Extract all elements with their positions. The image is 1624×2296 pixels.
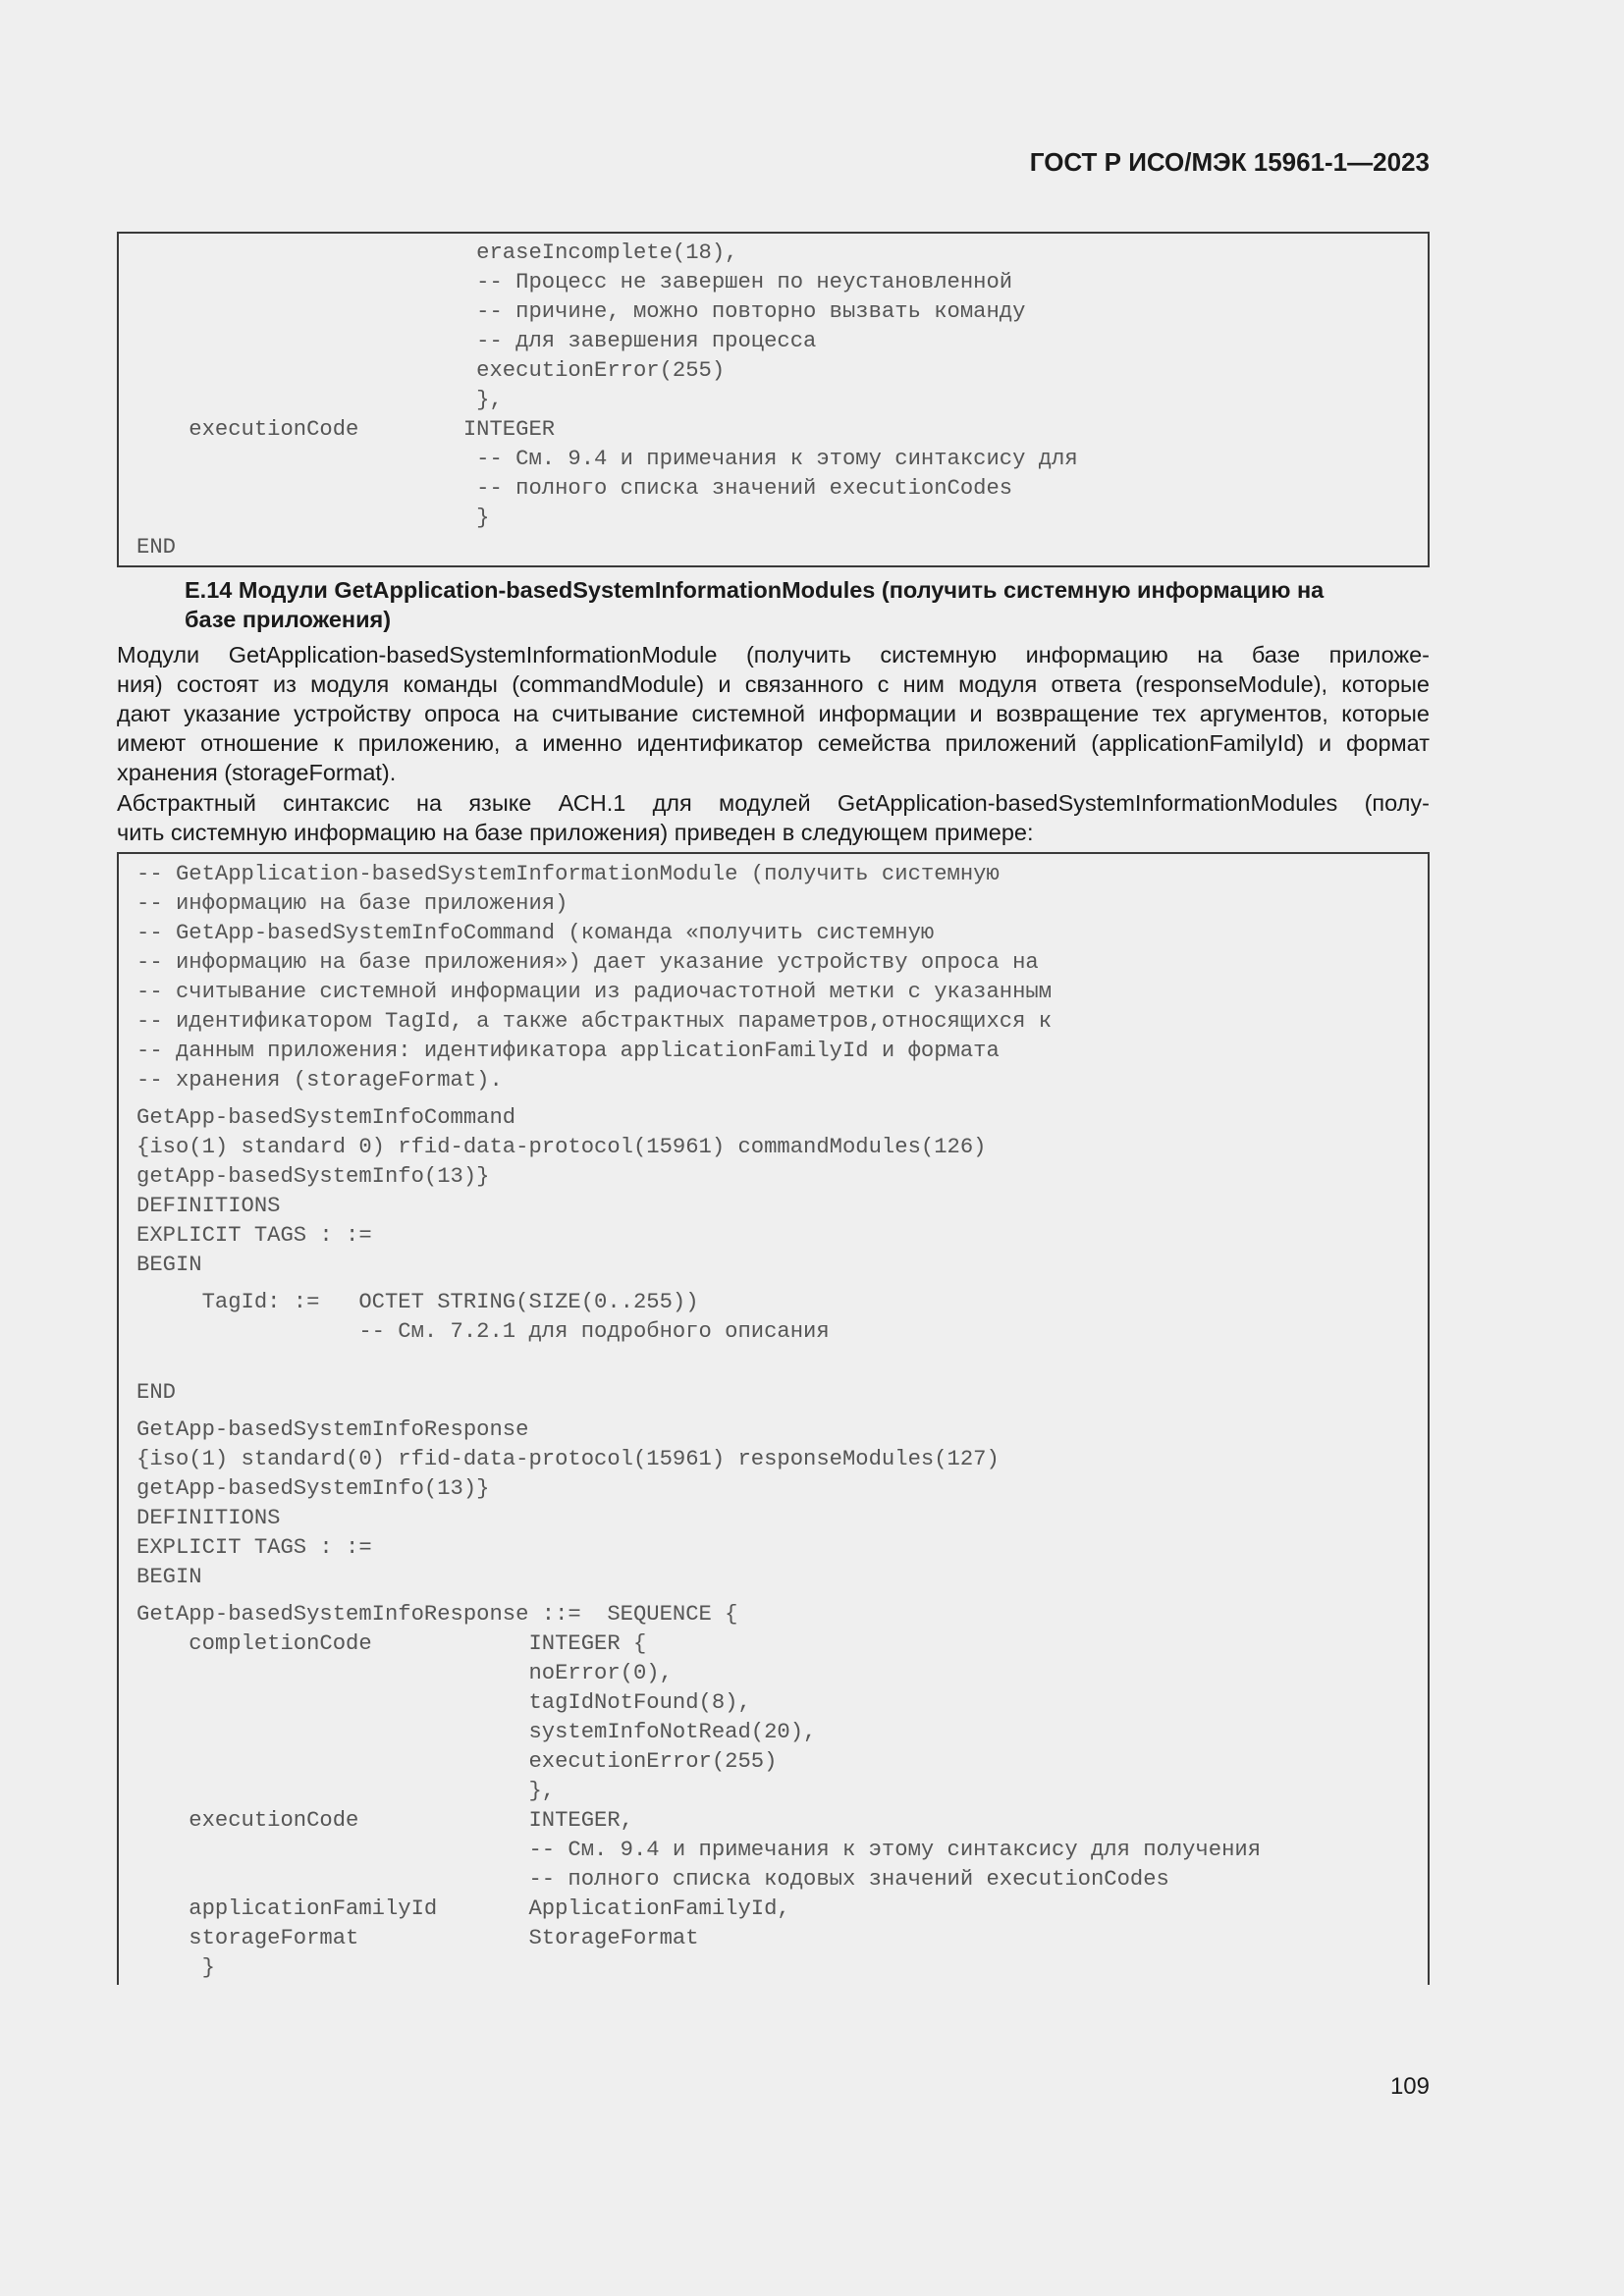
code-line: -- См. 9.4 и примечания к этому синтаксису для получения [136, 1838, 1262, 1862]
code-line: -- для завершения процесса [136, 329, 817, 353]
code-line: END [136, 1380, 176, 1405]
code-line: DEFINITIONS [136, 1506, 281, 1530]
code-line: applicationFamilyId ApplicationFamilyId, [136, 1896, 790, 1921]
code-comment-line: -- идентификатором TagId, а также абстрактных параметров,относящихся к [136, 1009, 1053, 1034]
code-line: BEGIN [136, 1253, 202, 1277]
code-line: DEFINITIONS [136, 1194, 281, 1218]
code-line: GetApp-basedSystemInfoResponse [136, 1417, 529, 1442]
code-line: storageFormat StorageFormat [136, 1926, 699, 1950]
code-line: -- Процесс не завершен по неустановленной [136, 270, 1013, 294]
code-comment-line: -- хранения (storageFormat). [136, 1068, 503, 1093]
code-line: -- полного списка значений executionCodes [136, 476, 1013, 501]
code-line: eraseIncomplete(18), [136, 240, 738, 265]
code-line: executionCode INTEGER, [136, 1808, 633, 1833]
code-line: -- См. 9.4 и примечания к этому синтаксису для [136, 447, 1078, 471]
page-number: 109 [1389, 2073, 1430, 2100]
code-line: GetApp-basedSystemInfoCommand [136, 1105, 516, 1130]
code-line: {iso(1) standard(0) rfid-data-protocol(15961) responseModules(127) [136, 1447, 1000, 1471]
paragraph-line: Абстрактный синтаксис на языке АСН.1 для модулей GetApplication-basedSystemInformationModules (полу- [117, 790, 1430, 816]
code-line: executionCode INTEGER [136, 417, 556, 442]
paragraph-line: хранения (storageFormat). [117, 760, 397, 785]
paragraph [117, 640, 1430, 787]
code-comment-line: -- данным приложения: идентификатора applicationFamilyId и формата [136, 1039, 1000, 1063]
code-line: noError(0), [136, 1661, 673, 1685]
code-line: }, [136, 388, 503, 412]
code-line: -- причине, можно повторно вызвать команду [136, 299, 1026, 324]
code-line: systemInfoNotRead(20), [136, 1720, 817, 1744]
code-block-bottom [117, 852, 1430, 1985]
paragraph-line: ния) состоят из модуля команды (commandModule) и связанного с ним модуля ответа (responseModule), которые [117, 671, 1430, 697]
paragraph-line: имеют отношение к приложению, а именно идентификатор семейства приложений (applicationFamilyId) и формат [117, 730, 1430, 756]
code-line: getApp-basedSystemInfo(13)} [136, 1476, 490, 1501]
code-line: -- См. 7.2.1 для подробного описания [136, 1319, 830, 1344]
code-comment-line: -- GetApplication-basedSystemInformationModule (получить системную [136, 862, 1000, 886]
code-line: tagIdNotFound(8), [136, 1690, 751, 1715]
paragraph-line: чить системную информацию на базе приложения) приведен в следующем примере: [117, 820, 1034, 845]
code-line: {iso(1) standard 0) rfid-data-protocol(15961) commandModules(126) [136, 1135, 987, 1159]
section-heading-line: базе приложения) [185, 607, 392, 632]
code-comment-line: -- GetApp-basedSystemInfoCommand (команда «получить системную [136, 921, 935, 945]
code-line: BEGIN [136, 1565, 202, 1589]
code-comment-line: -- информацию на базе приложения) [136, 891, 568, 916]
code-comment-line: -- считывание системной информации из радиочастотной метки с указанным [136, 980, 1053, 1004]
code-line: END [136, 535, 176, 560]
code-line: EXPLICIT TAGS : := [136, 1223, 372, 1248]
document-header: ГОСТ Р ИСО/МЭК 15961-1—2023 [1029, 147, 1430, 177]
code-line: executionError(255) [136, 1749, 778, 1774]
code-line: -- полного списка кодовых значений executionCodes [136, 1867, 1169, 1892]
code-block-top [117, 232, 1430, 567]
paragraph-line: дают указание устройству опроса на считывание системной информации и возвращение тех аргументов, которые [117, 701, 1430, 726]
paragraph [117, 788, 1430, 847]
code-line: executionError(255) [136, 358, 726, 383]
code-comment-line: -- информацию на базе приложения») дает указание устройству опроса на [136, 950, 1039, 975]
code-line: completionCode INTEGER { [136, 1631, 647, 1656]
code-line: getApp-basedSystemInfo(13)} [136, 1164, 490, 1189]
code-line: GetApp-basedSystemInfoResponse ::= SEQUENCE { [136, 1602, 738, 1627]
code-line: } [136, 1955, 215, 1980]
section-heading-line: E.14 Модули GetApplication-basedSystemInformationModules (получить системную информацию на [185, 577, 1325, 603]
code-line: TagId: := OCTET STRING(SIZE(0..255)) [136, 1290, 699, 1314]
code-line: EXPLICIT TAGS : := [136, 1535, 372, 1560]
code-line: } [136, 506, 490, 530]
code-line: }, [136, 1779, 556, 1803]
paragraph-line: Модули GetApplication-basedSystemInformationModule (получить системную информацию на базе приложе- [117, 642, 1430, 667]
section-heading [185, 575, 1430, 634]
